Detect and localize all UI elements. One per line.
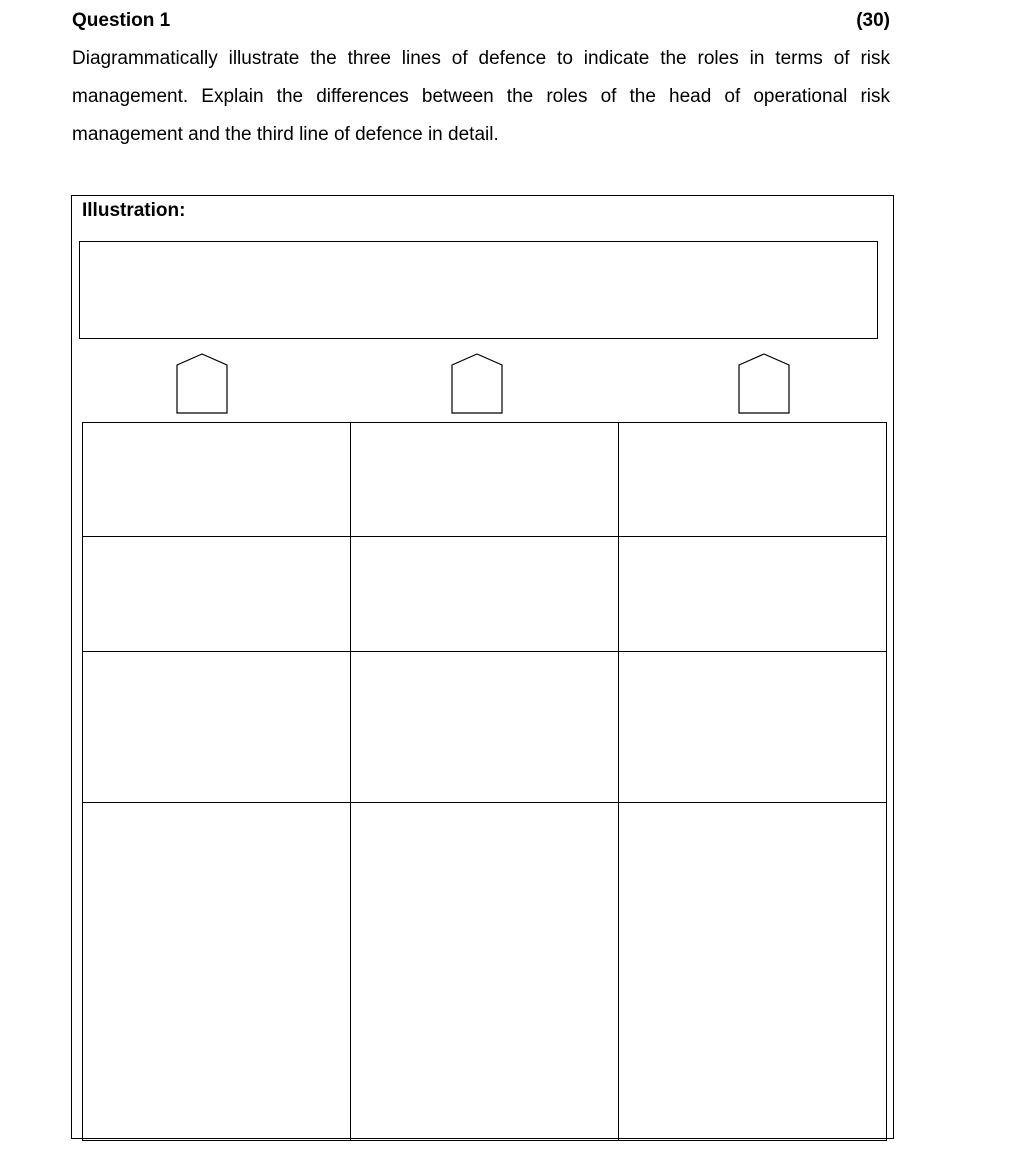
question-text: Diagrammatically illustrate the three lines of defence to indicate the roles in terms of risk management. Explain the differences between the roles of the head of operational risk management and the third line of defence in detail. <box>72 48 890 145</box>
grid-cell[interactable] <box>83 423 351 537</box>
grid-row <box>83 537 887 652</box>
grid-row <box>83 803 887 1141</box>
illustration-box <box>71 195 894 1139</box>
grid-cell[interactable] <box>83 803 351 1141</box>
grid-cell[interactable] <box>619 423 887 537</box>
defence-lines-grid <box>82 422 887 1141</box>
grid-cell[interactable] <box>83 652 351 803</box>
governance-box[interactable] <box>79 241 878 339</box>
grid-row <box>83 423 887 537</box>
question-title: Question 1 <box>72 10 171 31</box>
grid-cell[interactable] <box>351 803 619 1141</box>
grid-cell[interactable] <box>351 423 619 537</box>
grid-cell[interactable] <box>619 803 887 1141</box>
up-arrow-icon-first-line <box>176 353 228 415</box>
grid-row <box>83 652 887 803</box>
grid-cell[interactable] <box>619 652 887 803</box>
up-arrow-icon-third-line <box>738 353 790 415</box>
grid-cell[interactable] <box>83 537 351 652</box>
grid-cell[interactable] <box>351 537 619 652</box>
question-header <box>72 8 890 34</box>
grid-cell[interactable] <box>619 537 887 652</box>
illustration-label: Illustration: <box>82 200 186 221</box>
grid-cell[interactable] <box>351 652 619 803</box>
question-marks: (30) <box>856 10 890 31</box>
up-arrow-icon-second-line <box>451 353 503 415</box>
